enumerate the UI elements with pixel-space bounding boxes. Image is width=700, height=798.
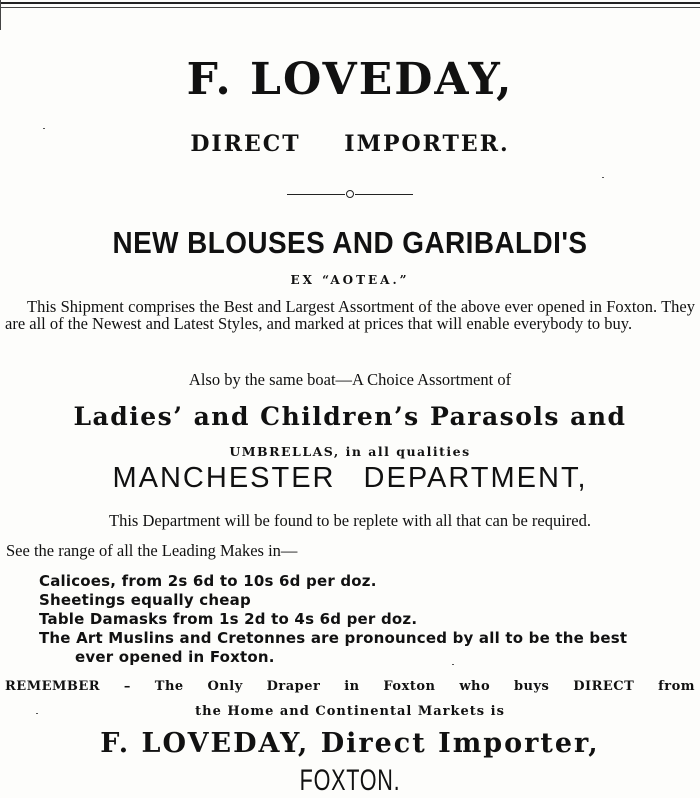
- parasols-heading: Ladies’ and Children’s Parasols and: [73, 402, 627, 431]
- product-line: Calicoes, from 2s 6d to 10s 6d per doz.: [39, 572, 377, 590]
- print-speck: [602, 177, 604, 178]
- product-line: The Art Muslins and Cretonnes are pronounced by all to be the best: [39, 629, 628, 647]
- range-intro: See the range of all the Leading Makes in—: [6, 541, 298, 560]
- ornamental-divider: [0, 190, 700, 198]
- department-title: MANCHESTER DEPARTMENT,: [112, 462, 588, 494]
- headline: NEW BLOUSES AND GARIBALDI'S: [112, 225, 588, 260]
- shipment-line: EX “AOTEA.”: [290, 273, 410, 287]
- top-border-rule: [0, 2, 700, 4]
- product-line: Sheetings equally cheap: [39, 591, 251, 609]
- print-speck: [43, 128, 45, 129]
- top-border-rule-thin: [0, 7, 700, 8]
- product-line: Table Damasks from 1s 2d to 4s 6d per doz.: [39, 610, 418, 628]
- town-name: FOXTON.: [299, 764, 401, 797]
- also-line: Also by the same boat—A Choice Assortment of: [188, 370, 512, 389]
- print-speck: [36, 713, 38, 714]
- left-border-rule: [0, 0, 1, 30]
- umbrellas-line: UMBRELLAS, in all qualities: [229, 444, 471, 459]
- signature: F. LOVEDAY, Direct Importer,: [100, 728, 600, 759]
- merchant-role: DIRECT IMPORTER.: [190, 131, 510, 157]
- merchant-name: F. LOVEDAY,: [186, 54, 514, 105]
- shipment-paragraph: This Shipment comprises the Best and Largest Assortment of the above ever opened in Foxton. They are all of the Newest and Latest Styles, and marked at prices that will enable everybody to buy.: [5, 297, 695, 333]
- remember-line-2: the Home and Continental Markets is: [195, 704, 505, 719]
- remember-line: REMEMBER – The Only Draper in Foxton who buys DIRECT from: [5, 679, 695, 694]
- product-line-continuation: ever opened in Foxton.: [75, 648, 275, 666]
- department-text: This Department will be found to be replete with all that can be required.: [108, 511, 591, 530]
- print-speck: [452, 664, 454, 665]
